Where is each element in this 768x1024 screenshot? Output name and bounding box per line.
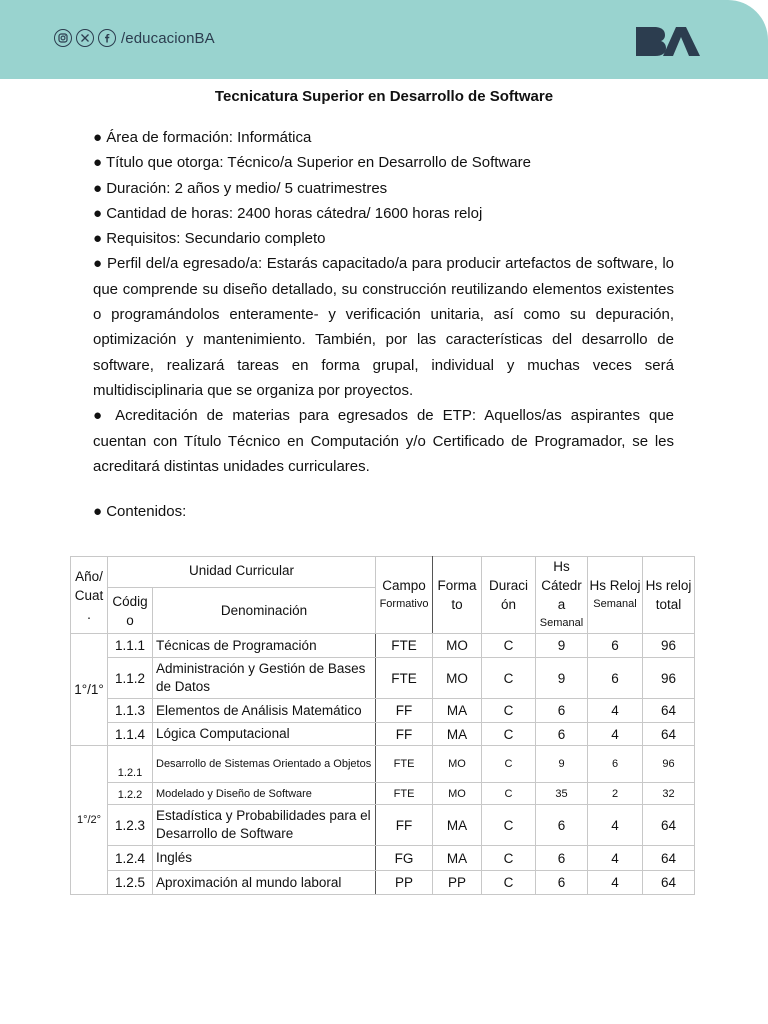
cell-hs-catedra: 6 [536,846,588,871]
cell-hs-reloj: 6 [588,658,643,699]
cell-hs-total: 32 [643,783,695,805]
cell-formato: MO [433,658,482,699]
cell-hs-total: 64 [643,871,695,895]
cell-hs-total: 96 [643,746,695,783]
cell-duracion: C [482,846,536,871]
ba-logo [634,24,702,63]
cell-hs-total: 96 [643,634,695,658]
header-campo: Campo Formativo [376,557,433,634]
cell-duracion: C [482,746,536,783]
cell-campo: FTE [376,634,433,658]
page-header [0,0,768,79]
cell-formato: MA [433,699,482,723]
cell-denominacion: Estadística y Probabilidades para el Desarrollo de Software [153,805,376,846]
cell-hs-catedra: 6 [536,871,588,895]
table-row [71,871,695,895]
bullet-horas: ● Cantidad de horas: 2400 horas cátedra/ 1600 horas reloj [93,204,483,222]
cell-duracion: C [482,871,536,895]
cell-hs-total: 96 [643,658,695,699]
cell-denominacion: Aproximación al mundo laboral [153,871,376,895]
cell-formato: MA [433,805,482,846]
cell-formato: MO [433,746,482,783]
cell-hs-total: 64 [643,699,695,723]
cell-codigo: 1.1.4 [108,723,153,746]
page-title: Tecnicatura Superior en Desarrollo de Software [214,88,554,105]
cell-campo: FTE [376,658,433,699]
header-duracion: Duraci ón [482,557,536,634]
bullet-duracion: ● Duración: 2 años y medio/ 5 cuatrimestres [93,179,388,197]
table-row [71,658,695,699]
table-row [71,783,695,805]
cell-hs-catedra: 6 [536,723,588,746]
period-label: 1°/2° [71,746,108,895]
cell-duracion: C [482,783,536,805]
cell-denominacion: Técnicas de Programación [153,634,376,658]
social-handle[interactable]: /educacionBA [121,29,215,47]
cell-denominacion: Administración y Gestión de Bases de Datos [153,658,376,699]
cell-hs-reloj: 2 [588,783,643,805]
header-hs-reloj: Hs Reloj Semanal [588,557,643,634]
header-denominacion: Denominación [153,588,376,634]
cell-codigo: 1.1.1 [108,634,153,658]
cell-hs-reloj: 6 [588,634,643,658]
cell-formato: MO [433,783,482,805]
cell-codigo: 1.2.2 [108,783,153,805]
bullet-perfil: ● Perfil del/a egresado/a: Estarás capacitado/a para producir artefactos de software, lo que comprende su diseño detallado, su construcción reutilizando elementos existentes o programándolos enteramente- y verificación unitaria, así como su depuración, optimización y mantenimiento. También, por las características del desarrollo de software, realizará tareas en forma grupal, individual y muchas veces será multidisciplinaria que se organiza por proyectos. [93,255,674,399]
cell-hs-reloj: 4 [588,805,643,846]
cell-codigo: 1.2.5 [108,871,153,895]
cell-campo: FTE [376,746,433,783]
bullet-area: ● Área de formación: Informática [93,129,312,146]
cell-hs-catedra: 9 [536,634,588,658]
cell-hs-catedra: 35 [536,783,588,805]
cell-denominacion: Elementos de Análisis Matemático [153,699,376,723]
header-anio: Año/ Cuat . [71,557,108,634]
table-row [71,699,695,723]
cell-campo: FF [376,723,433,746]
cell-hs-reloj: 4 [588,699,643,723]
cell-hs-catedra: 9 [536,746,588,783]
table-row [71,805,695,846]
x-icon[interactable] [76,29,94,47]
bullet-titulo: ● Título que otorga: Técnico/a Superior en Desarrollo de Software [93,154,531,172]
period-label: 1°/1° [71,634,108,746]
cell-hs-reloj: 6 [588,746,643,783]
cell-codigo: 1.2.1 [108,746,153,783]
cell-formato: MO [433,634,482,658]
cell-codigo: 1.1.2 [108,658,153,699]
table-row [71,846,695,871]
cell-hs-total: 64 [643,846,695,871]
cell-hs-reloj: 4 [588,871,643,895]
cell-formato: PP [433,871,482,895]
cell-codigo: 1.2.4 [108,846,153,871]
cell-codigo: 1.1.3 [108,699,153,723]
bullet-contenidos: ● Contenidos: [93,503,187,520]
cell-duracion: C [482,658,536,699]
cell-campo: FG [376,846,433,871]
cell-hs-catedra: 6 [536,805,588,846]
table-row [71,634,695,658]
cell-hs-catedra: 6 [536,699,588,723]
cell-denominacion: Lógica Computacional [153,723,376,746]
header-formato: Forma to [433,557,482,634]
cell-duracion: C [482,699,536,723]
program-info [93,125,674,479]
instagram-icon[interactable] [54,29,72,47]
cell-denominacion: Desarrollo de Sistemas Orientado a Objetos [153,746,376,783]
cell-denominacion: Modelado y Diseño de Software [153,783,376,805]
cell-campo: PP [376,871,433,895]
table-row [71,723,695,746]
cell-hs-catedra: 9 [536,658,588,699]
header-codigo: Códig o [108,588,153,634]
cell-hs-reloj: 4 [588,846,643,871]
cell-campo: FF [376,699,433,723]
header-unidad: Unidad Curricular [108,557,376,588]
cell-duracion: C [482,805,536,846]
cell-duracion: C [482,723,536,746]
cell-formato: MA [433,723,482,746]
cell-codigo: 1.2.3 [108,805,153,846]
cell-hs-total: 64 [643,723,695,746]
facebook-icon[interactable] [98,29,116,47]
bullet-acreditacion: ● Acreditación de materias para egresados de ETP: Aquellos/as aspirantes que cuentan con Título Técnico en Computación y/o Certificado de Programador, se les acreditará distintas unidades curriculares. [93,407,674,475]
bullet-requisitos: ● Requisitos: Secundario completo [93,230,326,248]
cell-denominacion: Inglés [153,846,376,871]
cell-hs-total: 64 [643,805,695,846]
table-row [71,746,695,783]
cell-hs-reloj: 4 [588,723,643,746]
cell-campo: FF [376,805,433,846]
header-hs-total: Hs reloj total [643,557,695,634]
social-links [54,29,215,47]
header-hs-catedra: Hs Cátedr a Semanal [536,557,588,634]
cell-formato: MA [433,846,482,871]
curriculum-table [70,556,695,895]
cell-campo: FTE [376,783,433,805]
cell-duracion: C [482,634,536,658]
